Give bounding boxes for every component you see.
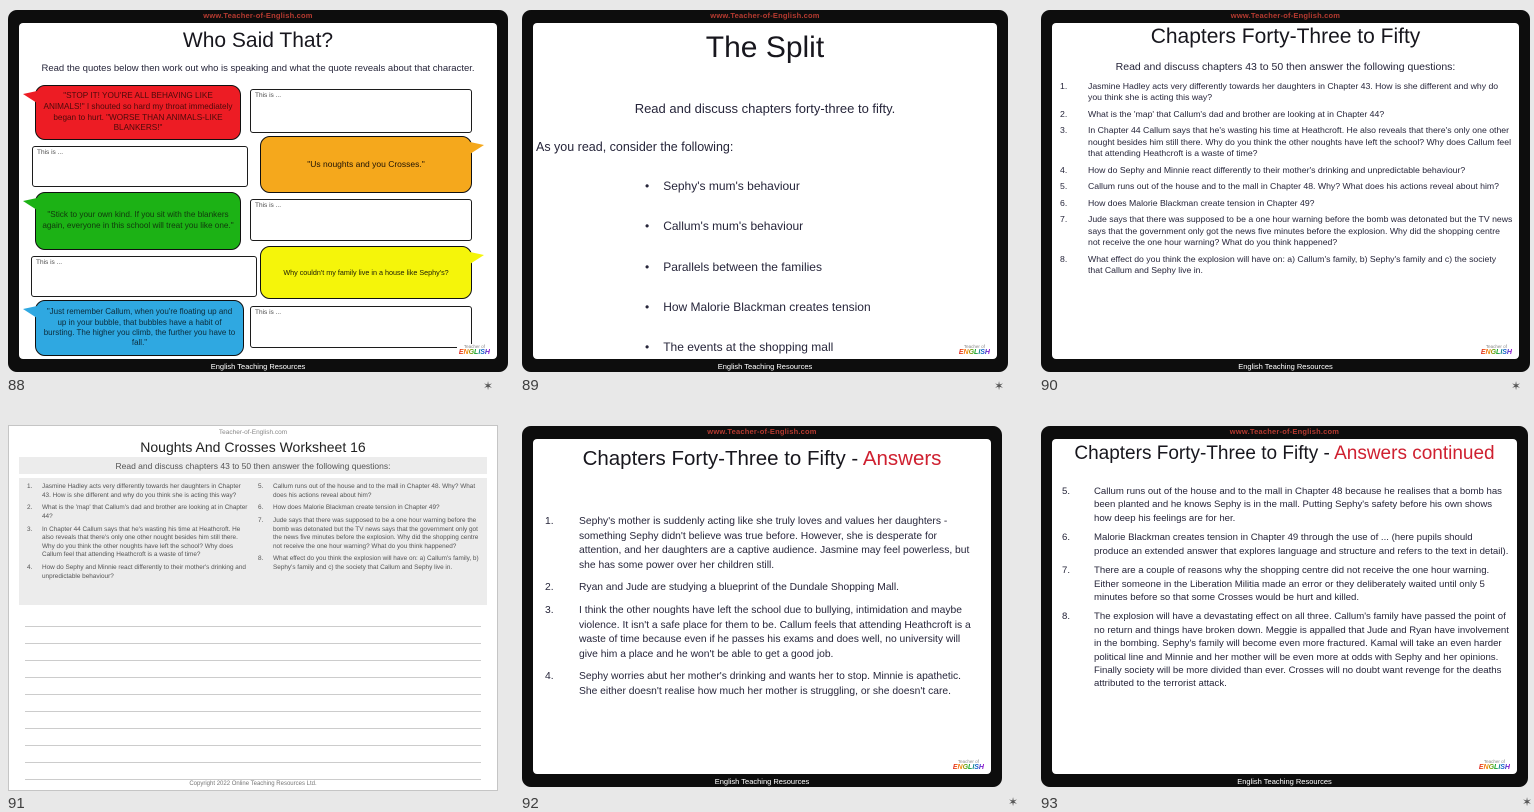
slide-title: Chapters Forty-Three to Fifty - Answers continued [1074,443,1495,464]
answer-box: This is ... [250,306,472,348]
answer-box: This is ... [250,199,472,241]
slide-footer-text: English Teaching Resources [1238,362,1333,371]
slide-header-url: www.Teacher-of-English.com [1230,11,1341,20]
bullet-item: • Parallels between the families [645,260,822,274]
answer-item: 8. The explosion will have a devastating effect on all three. Callum's family have passed the point of no return and things have broken down. Meggie is appalled that Jude and Ryan have involvement in the bombing. Sephy's family will become even more fractured. Kamal will take an even harder political line and Minnie and her mother will be even more at odds with Sephy and her opinions. Finally society will be more divided than ever. Crosses will no doubt want revenge for the deaths attributed to the terrorist attack. [1062,611,1509,690]
bubble-tail [23,306,37,318]
question-item: 7. Jude says that there was supposed to be a one hour warning before the bomb was detonated but the TV news says that the government only got the news five minutes before the explosion. Why did the shopping centre not receive the one hour warning? What do you think happened? [1060,214,1513,248]
answers-continued-label: Answers continued [1334,443,1495,464]
slide-thumbnail-93[interactable] [1041,426,1528,787]
bubble-tail [23,91,37,103]
answer-item: 7. There are a couple of reasons why the shopping centre did not receive the one hour warning. Either someone in the Liberation Militia made an error or they deliberately waited until only 5 minutes before so that some Crosses would be hurt and killed. [1062,565,1490,603]
teacher-of-english-logo: Teacher of ENGLISH [1480,343,1512,356]
slide-number-92: 92 [522,795,539,812]
slide-number-88: 88 [8,377,25,394]
bullet-item: • How Malorie Blackman creates tension [645,300,871,314]
worksheet-header-url: Teacher-of-English.com [218,429,288,436]
slide-title: Chapters Forty-Three to Fifty [1150,25,1421,48]
question-item: 3. In Chapter 44 Callum says that he's wasting his time at Heathcroft. He also reveals that there's only one other nought besides him still there. Why do you think the other noughts have left the school? Why does Callum feel that attending Heathcroft is a waste of time? [1060,125,1512,159]
worksheet-question-column-left [27,483,248,600]
question-item: 7. Jude says that there was supposed to be a one hour warning before the bomb was detonated but the TV news says that the government only got the news five minutes before the explosion. Why did the shopping centre not receive the one hour warning? What do you think happened? [258,516,479,550]
question-item: 8. What effect do you think the explosion will have on: a) Callum's family, b) Sephy's family and c) the society that Callum and Sephy live in. [258,555,479,572]
question-item: 8. What effect do you think the explosion will have on: a) Callum's family, b) Sephy's family and c) the society that Callum and Sephy live in. [1060,253,1497,276]
worksheet-subtitle: Read and discuss chapters 43 to 50 then answer the following questions: [19,457,487,474]
question-item: 4. How do Sephy and Minnie react differently to their mother's drinking and unpredictable behaviour? [1060,164,1466,175]
question-item: 5. Callum runs out of the house and to the mall in Chapter 48. Why? What does his actions reveal about him? [1060,181,1499,192]
answer-box: This is ... [32,146,248,187]
slide-subtitle: Read and discuss chapters 43 to 50 then answer the following questions: [1115,61,1456,73]
animation-star-icon: ✶ [1511,379,1522,393]
slide-thumbnail-92[interactable] [522,426,1002,787]
answer-item: 2. Ryan and Jude are studying a blueprint of the Dundale Shopping Mall. [545,582,899,594]
slide-header-url: www.Teacher-of-English.com [1229,427,1340,436]
answer-list [1062,485,1509,691]
teacher-of-english-logo: Teacher of ENGLISH [952,758,984,771]
animation-star-icon: ✶ [1522,795,1533,809]
slide-header-url: www.Teacher-of-English.com [707,427,817,436]
worksheet-question-area [19,478,487,605]
slide-thumbnail-91-worksheet[interactable] [8,425,498,791]
slide-88-content [19,23,497,359]
question-item: 2. What is the 'map' that Callum's dad and brother are looking at in Chapter 44? [1060,108,1385,119]
slide-92-content [533,439,991,774]
answers-label: Answers [862,447,942,470]
bullet-dot [645,340,649,354]
bullet-item: • Callum's mum's behaviour [645,219,803,233]
slide-footer-text: English Teaching Resources [1237,777,1332,786]
bubble-tail [470,252,484,264]
slide-subtitle: Read and discuss chapters forty-three to fifty. [634,101,896,116]
answer-item: 6. Malorie Blackman creates tension in Chapter 49 through the use of ... (here pupils should produce an extended answer that explores language and structure and refers to the text in detail). [1062,532,1509,557]
question-item: 2. What is the 'map' that Callum's dad and brother are looking at in Chapter 44? [27,504,248,520]
answer-item: 1. Sephy's mother is suddenly acting like she truly loves and values her daughters - something Sephy didn't believe was true before. However, she is desperate for attention, and her daughters are a captive audience. Jasmine may feel powerless, but she has some power over her children still. [545,516,970,571]
answer-item: 3. I think the other noughts have left the school due to bullying, intimidation and maybe violence. It isn't a safe place for them to be. Callum feels that attending Heathcroft is a waste of time because even if he passes his exams and does well, no university will give him a place and he won't be able to get a good job. [545,605,971,660]
bullet-dot [645,179,649,193]
slide-header-url: www.Teacher-of-English.com [203,11,313,20]
slide-header-url: www.Teacher-of-English.com [710,11,820,20]
teacher-of-english-logo: Teacher of ENGLISH [1478,758,1510,771]
question-item: 1. Jasmine Hadley acts very differently towards her daughters in Chapter 43. How is she different and why do you think she is acting this way? [1060,81,1499,103]
animation-star-icon: ✶ [1008,795,1019,809]
bubble-tail [470,142,484,154]
slide-thumbnail-90[interactable] [1041,10,1530,372]
answer-box: This is ... [31,256,257,297]
slide-footer-text: English Teaching Resources [714,777,810,786]
teacher-of-english-logo: Teacher of ENGLISH [958,343,990,356]
slide-number-90: 90 [1041,377,1058,394]
slide-90-content [1052,23,1519,359]
writing-lines [25,610,481,780]
slide-subtitle: Read the quotes below then work out who is speaking and what the quote reveals about that character. [41,63,475,74]
answer-item: 5. Callum runs out of the house and to the mall in Chapter 48 because he realises that a bomb has been planted and he knows Sephy is in the mall. Putting Sephy's safety before his own shows how deep his feelings are for her. [1062,486,1502,524]
worksheet-title: Noughts And Crosses Worksheet 16 [140,439,366,455]
bullet-dot [645,260,649,274]
animation-star-icon: ✶ [483,379,494,393]
question-item: 3. In Chapter 44 Callum says that he's wasting his time at Heathcroft. He also reveals that there's only one other nought besides him still there. Why do you think the other noughts have left the school? Why does Callum feel that attending Heathcroft is a waste of time? [27,525,241,559]
consider-intro: As you read, consider the following: [536,140,734,154]
teacher-of-english-logo: Teacher of ENGLISH [458,343,490,356]
question-item: 4. How do Sephy and Minnie react differently to their mother's drinking and unpredictable behaviour? [27,564,246,580]
answer-item: 4. Sephy worries abut her mother's drinking and wants her to stop. Minnie is apathetic. She either doesn't realise how much her mother is struggling, or she doesn't care. [545,671,962,698]
speech-bubble-yellow: Why couldn't my family live in a house like Sephy's? [260,246,472,299]
slide-thumbnail-88[interactable] [8,10,508,372]
question-item: 1. Jasmine Hadley acts very differently towards her daughters in Chapter 43. How is she different and why do you think she is acting this way? [27,483,241,499]
slide-number-93: 93 [1041,795,1058,812]
answer-box: This is ... [250,89,472,133]
bubble-tail [23,198,37,210]
speech-bubble-red: "STOP IT! YOU'RE ALL BEHAVING LIKE ANIMALS!" I shouted so hard my throat immediately began to hurt. "WORSE THAN ANIMALS-LIKE BLANKERS!" [35,85,241,140]
slide-93-content [1052,439,1517,774]
question-list [1060,81,1513,277]
question-item: 5. Callum runs out of the house and to the mall in Chapter 48. Why? What does his actions reveal about him? [258,483,476,499]
worksheet-copyright: Copyright 2022 Online Teaching Resources Ltd. [189,781,317,787]
slide-title: Chapters Forty-Three to Fifty - Answers [582,447,942,470]
bullet-dot [645,219,649,233]
slide-title: The Split [705,31,825,64]
speech-bubble-green: "Stick to your own kind. If you sit with the blankers again, everyone in this school will treat you like one." [35,192,241,250]
bullet-dot [645,300,649,314]
slide-thumbnail-89[interactable] [522,10,1008,372]
slide-footer-text: English Teaching Resources [210,362,306,371]
bullet-item: • Sephy's mum's behaviour [645,179,800,193]
slide-number-89: 89 [522,377,539,394]
speech-bubble-orange: "Us noughts and you Crosses." [260,136,472,193]
answer-list [545,515,981,700]
bullet-item: • The events at the shopping mall [645,340,833,354]
slide-89-content [533,23,997,359]
worksheet-question-column-right [258,483,479,600]
slide-number-91: 91 [8,795,25,812]
question-item: 6. How does Malorie Blackman create tension in Chapter 49? [258,504,440,512]
animation-star-icon: ✶ [994,379,1005,393]
question-item: 6. How does Malorie Blackman create tension in Chapter 49? [1060,197,1315,208]
slide-footer-text: English Teaching Resources [717,362,813,371]
speech-bubble-blue: "Just remember Callum, when you're floating up and up in your bubble, that bubbles have a habit of bursting. The higher you climb, the further you have to fall." [35,300,244,356]
slide-title: Who Said That? [182,29,334,52]
